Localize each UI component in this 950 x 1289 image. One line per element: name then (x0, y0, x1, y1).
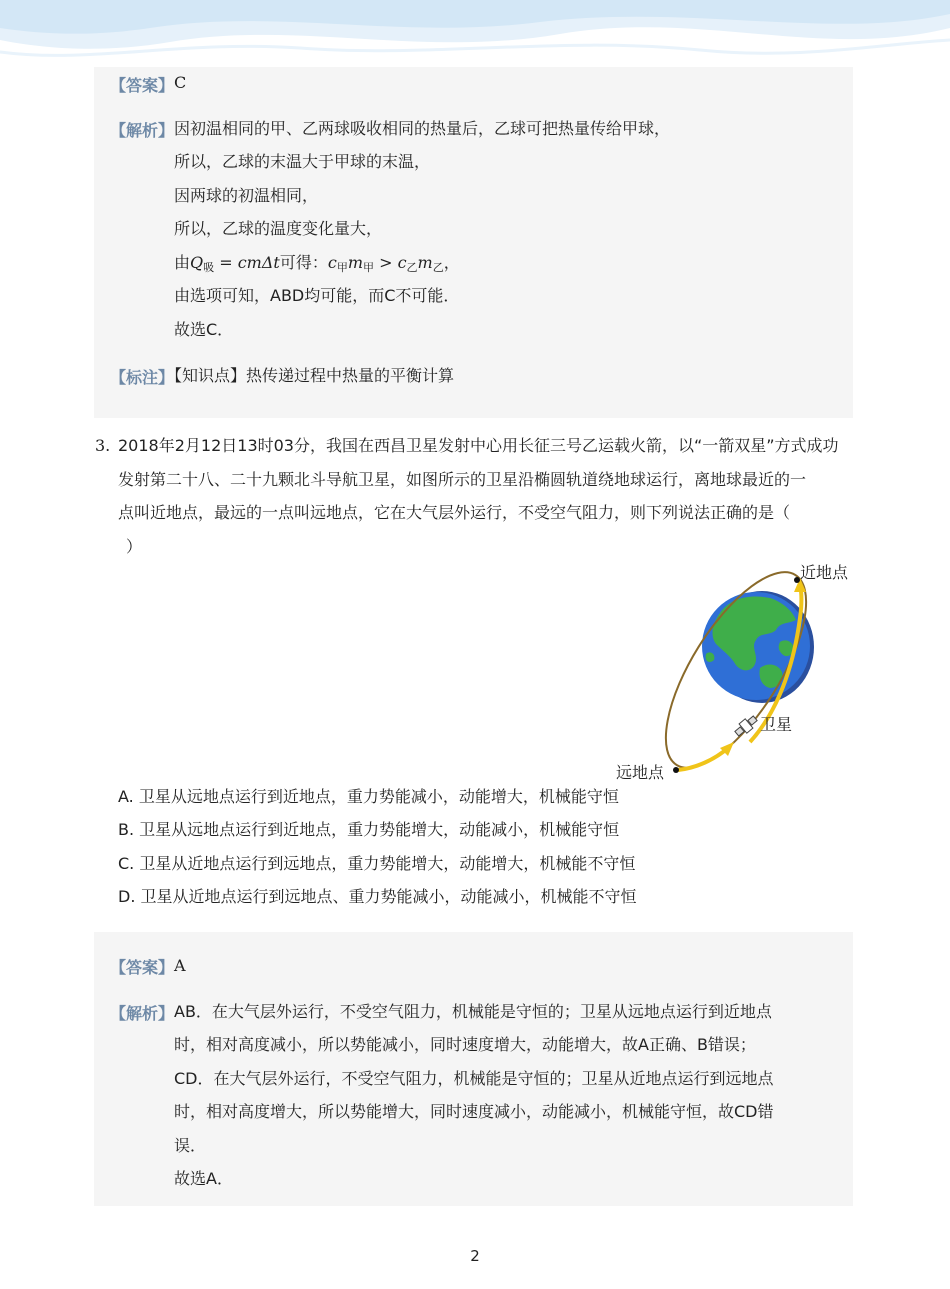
analysis-line-5: 由选项可知，ABD均可能，而C不可能． (174, 286, 460, 305)
formula-m1-sub: 甲 (363, 261, 374, 274)
answer-tag: 【答案】 (110, 958, 175, 977)
note-text: 【知识点】热传递过程中热量的平衡计算 (166, 366, 455, 385)
formula-c2-sub: 乙 (406, 261, 418, 274)
option-d: D. 卫星从近地点运行到远地点、重力势能减小，动能减小，机械能不守恒 (118, 887, 637, 906)
formula-q-sub: 吸 (203, 261, 215, 274)
analysis-line-3: CD．在大气层外运行，不受空气阻力，机械能是守恒的；卫星从近地点运行到远地点 (174, 1069, 774, 1088)
analysis-tag: 【解析】 (110, 1004, 175, 1023)
formula-c1: c (327, 253, 337, 272)
answer-value: C (174, 73, 187, 92)
analysis-line-4: 所以，乙球的温度变化量大， (174, 219, 383, 238)
analysis-line-2: 所以，乙球的末温大于甲球的末温， (174, 152, 431, 171)
formula-m2: m (417, 253, 433, 272)
formula-c2: c (397, 253, 407, 272)
orbit-arrow-lower (678, 748, 728, 770)
satellite-orbit-figure (610, 558, 860, 788)
analysis-line-3: 因两球的初温相同， (174, 186, 319, 205)
question-line-2: 发射第二十八、二十九颗北斗导航卫星，如图所示的卫星沿椭圆轨道绕地球运行，离地球最近的一 (118, 470, 807, 489)
satellite-label: 卫星 (760, 715, 793, 734)
answer-box-q2 (94, 67, 853, 418)
analysis-line-1: 因初温相同的甲、乙两球吸收相同的热量后，乙球可把热量传给甲球， (174, 119, 671, 138)
question-line-3: 点叫近地点，最远的一点叫远地点，它在大气层外运行，不受空气阻力，则下列说法正确的是（ (118, 503, 791, 522)
formula-eq: = cmΔt (214, 253, 280, 272)
formula-mid: 可得： (279, 253, 328, 272)
analysis-line-1: AB．在大气层外运行，不受空气阻力，机械能是守恒的；卫星从远地点运行到近地点 (174, 1002, 772, 1021)
formula-q: Q (190, 253, 204, 272)
analysis-line-2: 时，相对高度减小，所以势能减小，同时速度增大，动能增大，故A正确、B错误； (174, 1035, 756, 1054)
note-tag: 【标注】 (110, 368, 175, 387)
formula-prefix: 由 (174, 253, 191, 272)
analysis-line-6: 故选C． (174, 320, 234, 339)
question-number: 3. (95, 436, 111, 455)
question-line-1: 2018年2月12日13时03分，我国在西昌卫星发射中心用长征三号乙运载火箭，以“一箭双星”方式成功 (118, 436, 839, 455)
formula-c1-sub: 甲 (336, 261, 348, 274)
analysis-line-5: 误． (174, 1136, 207, 1155)
formula-suffix: ， (443, 253, 460, 272)
analysis-line-6: 故选A． (174, 1169, 233, 1188)
perigee-label: 近地点 (800, 563, 849, 582)
answer-value: A (174, 956, 186, 975)
formula-m1: m (347, 253, 363, 272)
answer-tag: 【答案】 (110, 76, 175, 95)
option-b: B. 卫星从远地点运行到近地点，重力势能增大，动能减小，机械能守恒 (118, 820, 620, 839)
formula-m2-sub: 乙 (432, 261, 444, 274)
question-line-4: ） (126, 537, 143, 556)
header-wave-decoration (0, 0, 950, 70)
analysis-tag: 【解析】 (110, 121, 175, 140)
apogee-label: 远地点 (616, 763, 665, 782)
formula-gt: > (374, 253, 398, 272)
page-number: 2 (470, 1247, 480, 1265)
option-a: A. 卫星从远地点运行到近地点，重力势能减小，动能增大，机械能守恒 (118, 787, 619, 806)
analysis-line-4: 时，相对高度增大，所以势能增大，同时速度减小，动能减小，机械能守恒，故CD错 (174, 1102, 774, 1121)
answer-box-q3 (94, 932, 853, 1206)
analysis-formula-line (174, 252, 460, 279)
option-c: C. 卫星从近地点运行到远地点，重力势能增大，动能增大，机械能不守恒 (118, 854, 636, 873)
apogee-point (673, 767, 679, 773)
